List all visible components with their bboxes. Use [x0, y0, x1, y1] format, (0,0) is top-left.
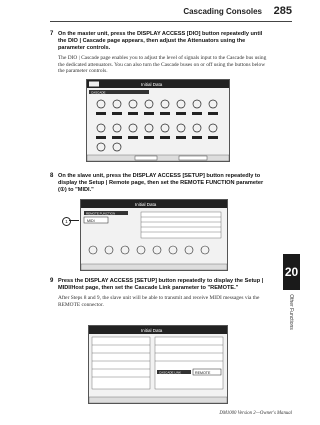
screen-label: REMOTE FUNCTION — [86, 211, 116, 216]
chapter-tab: 20 — [283, 254, 300, 290]
page-number: 285 — [273, 5, 292, 17]
callout-marker: 1 — [62, 217, 71, 226]
step-instruction: On the master unit, press the DISPLAY ACCESS [DIO] button repeatedly until the DIO | Cascade page appears, then adjust the Attenuators using the parameter controls. — [58, 31, 263, 51]
chapter-caption: Other Functions — [288, 294, 294, 330]
header-rule — [50, 21, 292, 22]
screen-setup-remote — [80, 199, 228, 271]
running-header-title: Cascading Consoles — [183, 7, 262, 16]
step-7 — [50, 31, 272, 75]
step-body: After Steps 8 and 9, the slave unit will be able to transmit and receive MIDI messages via the REMOTE connector. — [58, 295, 260, 308]
screen-dio-cascade — [86, 79, 230, 162]
step-number: 9 — [50, 278, 54, 284]
lcd-display — [87, 80, 229, 161]
lcd-display — [81, 200, 227, 270]
screen-title: Initial Data — [141, 82, 163, 87]
step-8 — [50, 173, 272, 194]
step-instruction: On the slave unit, press the DISPLAY ACCESS [SETUP] button repeatedly to display the Setup | Remote page, then set the REMOTE FUNCTION parameter (①) to "MIDI." — [58, 173, 264, 193]
step-9 — [50, 278, 272, 308]
callout-leader — [69, 220, 79, 221]
step-number: 7 — [50, 31, 54, 37]
remote-function-value: MIDI — [87, 218, 95, 223]
step-number: 8 — [50, 173, 54, 179]
screen-label: CASCADE LINK — [159, 370, 182, 375]
screen-title: Initial Data — [135, 202, 157, 207]
lcd-display — [89, 326, 227, 403]
step-body: The DIO | Cascade page enables you to adjust the level of signals input to the Cascade bus using the dedicated attenuators. You can also turn the Cascade buses on or off using the buttons below the parameter controls. — [58, 55, 267, 75]
screen-title: Initial Data — [141, 328, 163, 333]
screen-label: CASCADE — [91, 90, 106, 95]
screen-setup-midi-host — [88, 325, 228, 404]
step-instruction: Press the DISPLAY ACCESS [SETUP] button repeatedly to display the Setup | MIDI/Host page, then set the Cascade Link parameter to "REMOTE." — [58, 278, 264, 291]
page-footer: DM1000 Version 2—Owner's Manual — [219, 411, 292, 416]
cascade-link-value: REMOTE — [195, 370, 211, 375]
